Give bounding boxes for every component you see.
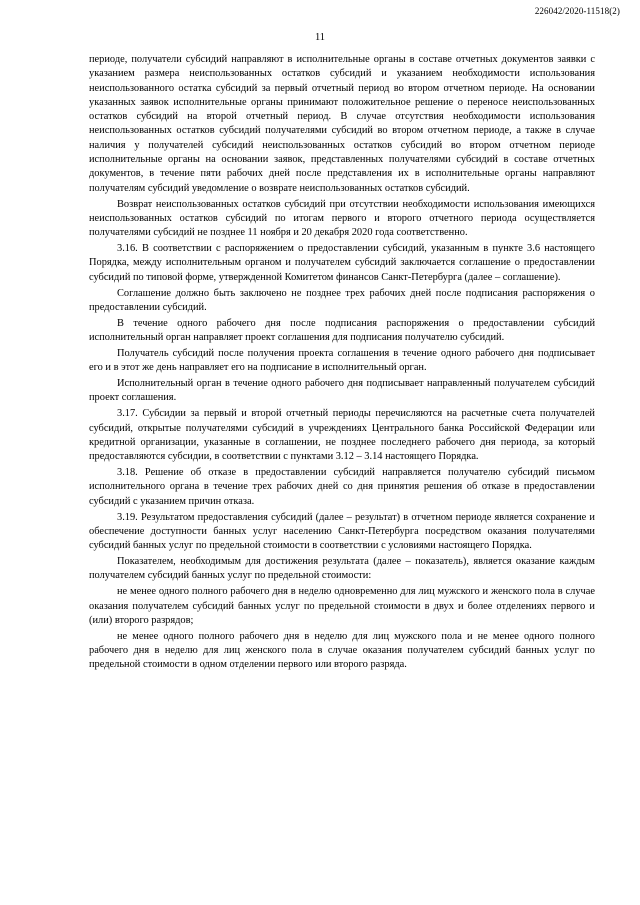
paragraph-3-16: 3.16. В соответствии с распоряжением о предоставлении субсидий, указанным в пункте 3.6 настоящего Порядка, между исполнительным органом и получателем субсидий заключается соглашение о предоставлении субсидий по типовой форме, утвержденной Комитетом финансов Санкт-Петербурга (далее – соглашение). [89,243,595,283]
paragraph-authority-signs: Исполнительный орган в течение одного рабочего дня подписывает направленный получателем субсидий проект соглашения. [89,378,595,404]
paragraph-indicator: Показателем, необходимым для достижения результата (далее – показатель), является оказание каждым получателем субсидий банных услуг по предельной стоимости: [89,556,595,582]
document-registration-number: 226042/2020-11518(2) [534,6,620,16]
paragraph-indicator-one-department: не менее одного полного рабочего дня в неделю для лиц мужского пола и не менее одного полного рабочего дня в неделю для лиц женского пола в случае оказания получателем субсидий банных услуг по предельной стоимости в одном отделении первого или второго разряда. [89,630,595,671]
document-body [89,53,595,674]
paragraph-continuation: периоде, получатели субсидий направляют в исполнительные органы в составе отчетных документов заявки с указанием размера неиспользованных остатков субсидий и указанием необходимости использования неиспользованного остатка субсидий за первый отчетный период во втором отчетном периоде. На основании указанных заявок исполнительные органы принимают положительное решение о переносе неиспользованных остатков субсидий на второй отчетный период. В случае отсутствия необходимости использования неиспользованных остатков субсидий получателями субсидий во втором отчетном периоде, а также в случае наличия у получателей субсидий неиспользованных остатков субсидий во втором отчетном периоде исполнительные органы на основании заявок, представленных получателями субсидий в составе отчетных документов, в течение пяти рабочих дней после представления их в исполнительные органы направляют получателям субсидий уведомление о возврате неиспользованных остатков субсидий. [89,54,595,194]
paragraph-3-18: 3.18. Решение об отказе в предоставлении субсидий направляется получателю субсидий письмом исполнительного органа в течение трех рабочих дней со дня принятия решения об отказе в предоставлении субсидий с указанием причин отказа. [89,467,595,507]
paragraph-return-of-remainders: Возврат неиспользованных остатков субсидий при отсутствии необходимости использования имеющихся неиспользованных остатков субсидий по итогам первого и второго отчетного периода осуществляется получателями субсидий не позднее 11 ноября и 20 декабря 2020 года соответственно. [89,198,595,239]
paragraph-indicator-two-departments: не менее одного полного рабочего дня в неделю одновременно для лиц мужского и женского пола в случае оказания получателем субсидий банных услуг по предельной стоимости в двух и более отделениях первого и (или) второго разрядов; [89,586,595,626]
paragraph-draft-sent: В течение одного рабочего дня после подписания распоряжения о предоставлении субсидий исполнительный орган направляет проект соглашения для подписания получателю субсидий. [89,317,595,344]
paragraph-3-19: 3.19. Результатом предоставления субсидий (далее – результат) в отчетном периоде является сохранение и обеспечение доступности банных услуг населению Санкт-Петербурга посредством оказания получателями субсидий банных услуг по предельной стоимости в соответствии с условиями настоящего Порядка. [89,511,595,552]
page-number: 11 [314,32,326,43]
paragraph-agreement-deadline: Соглашение должно быть заключено не позднее трех рабочих дней после подписания распоряжения о предоставлении субсидий. [89,287,595,313]
paragraph-recipient-signs: Получатель субсидий после получения проекта соглашения в течение одного рабочего дня подписывает его и в этот же день направляет его на подписание в исполнительный орган. [89,347,595,374]
paragraph-3-17: 3.17. Субсидии за первый и второй отчетный периоды перечисляются на расчетные счета получателей субсидий, открытые получателями субсидий в учреждениях Центрального банка Российской Федерации или кредитной организации, указанные в соглашении, не позднее последнего рабочего дня периода, за который предоставляются субсидии, в соответствии с пунктами 3.12 – 3.14 настоящего Порядка. [89,408,595,463]
